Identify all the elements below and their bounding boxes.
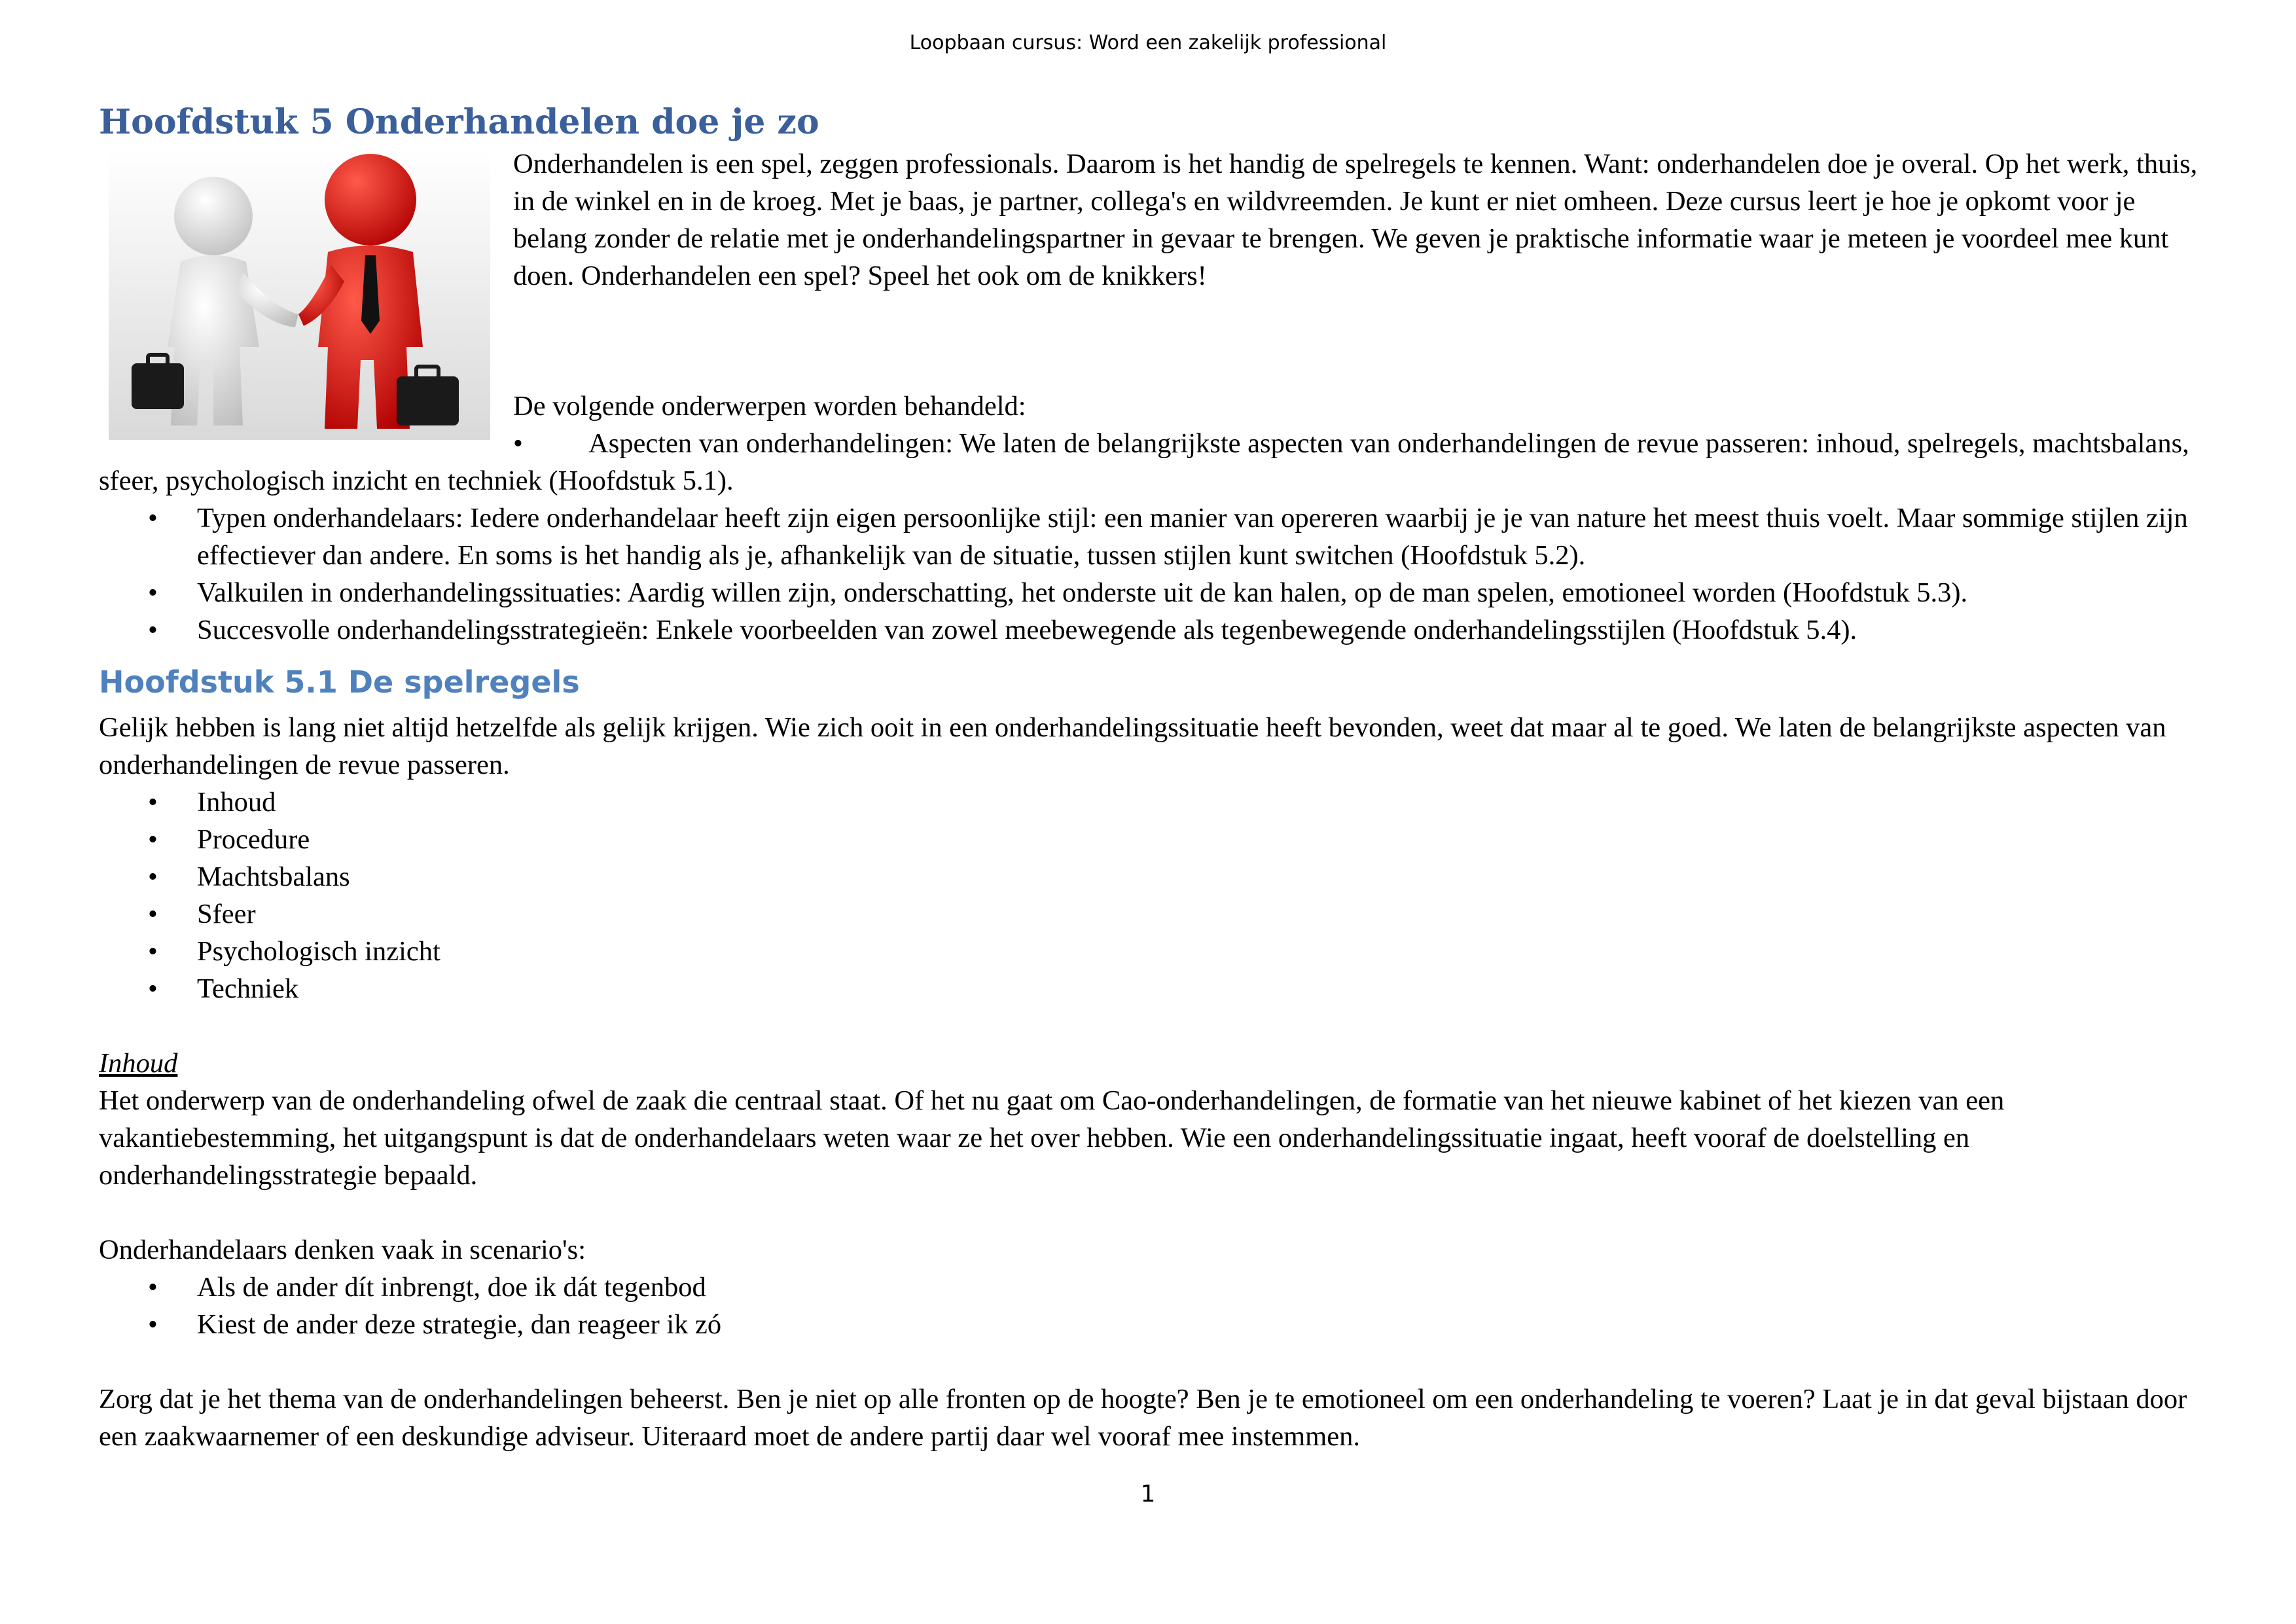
topic-item: • Aspecten van onderhandelingen: We laten de belangrijkste aspecten van onderhandelingen de revue passeren: inhoud, spelregels, machtsbalans, sfeer, psychologisch inzicht en techniek (Hoofdstuk 5.1). (99, 425, 2203, 499)
aspect-item: • Sfeer (99, 895, 2203, 933)
bullet: • (513, 428, 523, 459)
bullet: • (148, 861, 158, 892)
page-number: 1 (1140, 1481, 1156, 1507)
section-intro: Gelijk hebben is lang niet altijd hetzelfde als gelijk krijgen. Wie zich ooit in een onderhandelingssituatie heeft bevonden, weet dat maar al te goed. We laten de belangrijkste aspecten van onderhandelingen de revue passeren. (99, 712, 2166, 780)
scenario-list (99, 1269, 2203, 1343)
topic-item: • Succesvolle onderhandelingsstrategieën: Enkele voorbeelden van zowel meebewegende als tegenbewegende onderhandelingsstijlen (Hoofdstuk 5.4). (99, 611, 2203, 649)
topics-list (99, 499, 2203, 649)
bullet: • (148, 615, 158, 645)
aspect-item: • Techniek (99, 970, 2203, 1007)
bullet: • (148, 577, 158, 608)
chapter-title: Hoofdstuk 5 Onderhandelen doe je zo (99, 102, 819, 142)
aspect-item: • Machtsbalans (99, 858, 2203, 895)
bullet: • (148, 973, 158, 1004)
topics-intro: De volgende onderwerpen worden behandeld: (513, 391, 1026, 422)
scenario-item: • Als de ander dít inbrengt, doe ik dát tegenbod (99, 1269, 2203, 1306)
inhoud-heading: Inhoud (99, 1048, 178, 1079)
scenario-intro: Onderhandelaars denken vaak in scenario's: (99, 1235, 586, 1265)
chapter-intro: Onderhandelen is een spel, zeggen professionals. Daarom is het handig de spelregels te kennen. Want: onderhandelen doe je overal. Op het werk, thuis, in de winkel en in de kroeg. Met je baas, je partner, collega's en wildvreemden. Je kunt er niet omheen. Deze cursus leert je hoe je opkomt voor je belang zonder de relatie met je onderhandelingspartner in gevaar te brengen. We geven je praktische informatie waar je meteen je voordeel mee kunt doen. Onderhandelen een spel? Speel het ook om de knikkers! (513, 149, 2198, 291)
section-title: Hoofdstuk 5.1 De spelregels (99, 664, 580, 700)
bullet: • (148, 787, 158, 818)
bullet: • (148, 1272, 158, 1303)
bullet: • (148, 1309, 158, 1340)
aspect-item: • Procedure (99, 821, 2203, 858)
closing-paragraph: Zorg dat je het thema van de onderhandelingen beheerst. Ben je niet op alle fronten op de hoogte? Ben je te emotioneel om een onderhandeling te voeren? Laat je in dat geval bijstaan door een zaakwaarnemer of een deskundige adviseur. Uiteraard moet de andere partij daar wel vooraf mee instemmen. (99, 1384, 2187, 1452)
bullet: • (148, 824, 158, 855)
bullet: • (148, 899, 158, 929)
page-header: Loopbaan cursus: Word een zakelijk professional (909, 31, 1387, 54)
bullet: • (148, 503, 158, 533)
aspect-item: • Psychologisch inzicht (99, 933, 2203, 970)
aspect-item: • Inhoud (99, 784, 2203, 821)
page-content (99, 90, 2203, 1455)
bullet: • (148, 936, 158, 967)
aspects-list (99, 784, 2203, 1007)
handshake-illustration (109, 151, 490, 440)
topic-item: • Valkuilen in onderhandelingssituaties: Aardig willen zijn, onderschatting, het onderste uit de kan halen, op de man spelen, emotioneel worden (Hoofdstuk 5.3). (99, 574, 2203, 611)
scenario-item: • Kiest de ander deze strategie, dan reageer ik zó (99, 1306, 2203, 1343)
handshake-image (109, 151, 490, 440)
inhoud-text: Het onderwerp van de onderhandeling ofwel de zaak die centraal staat. Of het nu gaat om Cao-onderhandelingen, de formatie van het nieuwe kabinet of het kiezen van een vakantiebestemming, het uitgangspunt is dat de onderhandelaars weten waar ze het over hebben. Wie een onderhandelingssituatie ingaat, heeft vooraf de doelstelling en onderhandelingsstrategie bepaald. (99, 1085, 2005, 1191)
topic-item: • Typen onderhandelaars: Iedere onderhandelaar heeft zijn eigen persoonlijke stijl: een manier van opereren waarbij je je van nature het meest thuis voelt. Maar sommige stijlen zijn effectiever dan andere. En soms is het handig als je, afhankelijk van de situatie, tussen stijlen kunt switchen (Hoofdstuk 5.2). (99, 499, 2203, 574)
